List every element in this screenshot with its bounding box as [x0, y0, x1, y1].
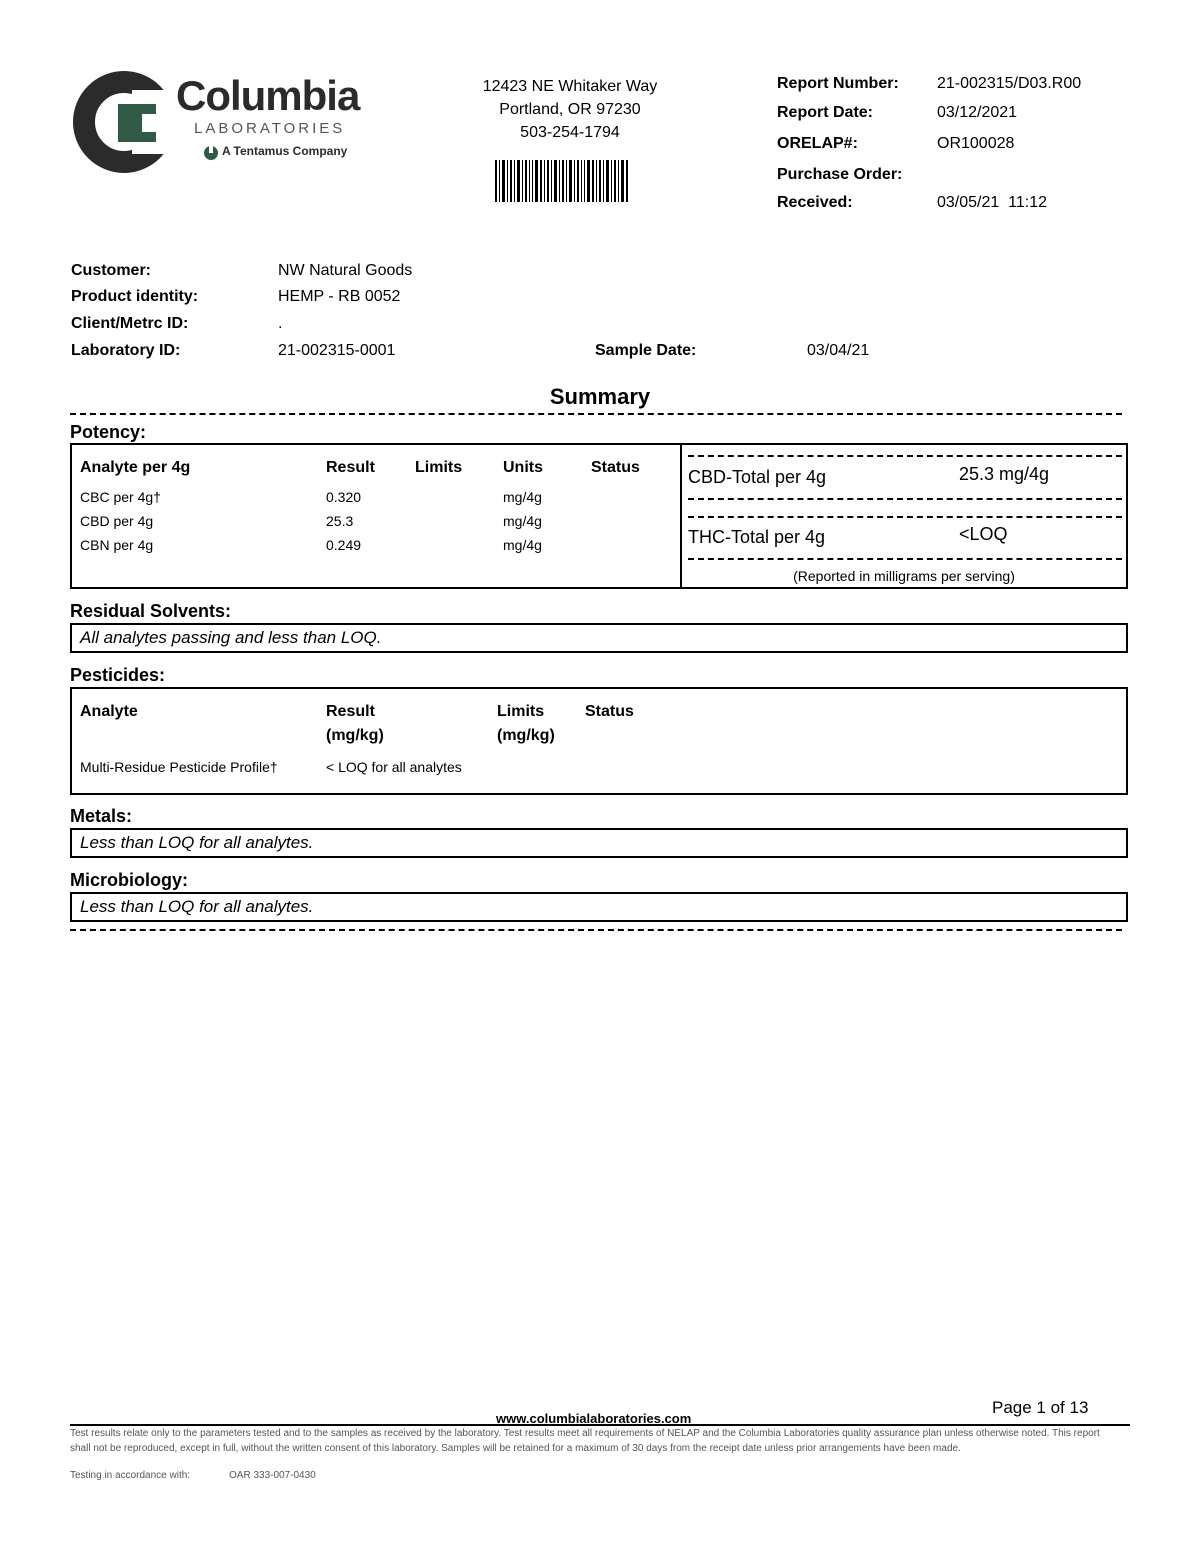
- totals-divider: [688, 498, 1122, 500]
- received-value: 03/05/21 11:12: [937, 194, 1048, 211]
- summary-title: Summary: [549, 384, 651, 409]
- potency-row-units: mg/4g: [503, 513, 542, 529]
- thc-total-value: <LOQ: [959, 524, 1008, 544]
- footer-rule: [70, 1424, 1130, 1426]
- summary-divider: [70, 413, 1122, 415]
- potency-box: [70, 443, 1128, 589]
- address-line2: Portland, OR 97230: [499, 101, 641, 118]
- residual-solvents-title: Residual Solvents:: [70, 601, 232, 621]
- potency-row-units: mg/4g: [503, 537, 542, 553]
- tentamus-icon: [202, 143, 220, 161]
- potency-header-status: Status: [591, 459, 640, 476]
- customer-label: Customer:: [71, 262, 152, 279]
- pesticides-title: Pesticides:: [70, 665, 166, 685]
- potency-row-result: 25.3: [326, 513, 354, 529]
- laboratory-id-label: Laboratory ID:: [71, 342, 181, 359]
- metals-box: [70, 828, 1128, 858]
- microbiology-box: [70, 892, 1128, 922]
- testing-accordance-value: OAR 333-007-0430: [229, 1470, 316, 1481]
- potency-row-result: 0.249: [326, 537, 362, 553]
- laboratory-id-value: 21-002315-0001: [278, 342, 396, 359]
- phone-number: 503-254-1794: [520, 124, 620, 141]
- potency-header-units: Units: [503, 459, 543, 476]
- potency-header-analyte: Analyte per 4g: [80, 459, 191, 476]
- page-number: Page 1 of 13: [992, 1398, 1089, 1417]
- potency-row-result: 0.320: [326, 489, 362, 505]
- potency-row-units: mg/4g: [503, 489, 542, 505]
- cbd-total-value: 25.3 mg/4g: [959, 464, 1050, 484]
- pesticides-row-analyte: Multi-Residue Pesticide Profile†: [80, 759, 278, 775]
- report-number-value: 21-002315/D03.R00: [937, 75, 1082, 92]
- totals-divider: [688, 558, 1122, 560]
- potency-title: Potency:: [70, 422, 147, 442]
- company-logo: [72, 70, 382, 175]
- potency-header-limits: Limits: [415, 459, 463, 476]
- barcode-icon: [495, 160, 629, 202]
- potency-header-result: Result: [326, 459, 375, 476]
- metals-note: Less than LOQ for all analytes.: [80, 833, 314, 852]
- sample-date-label: Sample Date:: [595, 342, 697, 359]
- potency-row-analyte: CBC per 4g†: [80, 489, 161, 505]
- report-date-value: 03/12/2021: [937, 104, 1018, 121]
- client-id-label: Client/Metrc ID:: [71, 315, 189, 332]
- orelap-value: OR100028: [937, 135, 1015, 152]
- pesticides-header-analyte: Analyte: [80, 703, 138, 720]
- customer-value: NW Natural Goods: [278, 262, 413, 279]
- potency-panel-divider: [680, 445, 682, 587]
- client-id-value: .: [278, 315, 283, 332]
- logo-c-icon: [72, 70, 177, 175]
- metals-title: Metals:: [70, 806, 133, 826]
- serving-note: (Reported in milligrams per serving): [793, 568, 1015, 584]
- thc-total-label: THC-Total per 4g: [688, 527, 826, 547]
- logo-tagline: A Tentamus Company: [222, 144, 348, 158]
- residual-solvents-box: [70, 623, 1128, 653]
- sample-date-value: 03/04/21: [807, 342, 870, 359]
- microbiology-note: Less than LOQ for all analytes.: [80, 897, 314, 916]
- potency-row-analyte: CBN per 4g: [80, 537, 154, 553]
- logo-title: Columbia: [176, 72, 360, 119]
- totals-divider: [688, 516, 1122, 518]
- logo-subtitle: LABORATORIES: [194, 120, 346, 137]
- microbiology-title: Microbiology:: [70, 870, 188, 890]
- product-identity-label: Product identity:: [71, 288, 199, 305]
- received-label: Received:: [777, 194, 853, 211]
- testing-accordance-label: Testing in accordance with:: [70, 1470, 191, 1481]
- report-number-label: Report Number:: [777, 75, 899, 92]
- cbd-total-label: CBD-Total per 4g: [688, 467, 827, 487]
- disclaimer-text: Test results relate only to the parameters tested and to the samples as received by the laboratory. Test results meet all requirements of NELAP and the Columbia Laboratories quality assurance plan unless otherwise noted. This report shall not be reproduced, except in full, without the written consent of this laboratory. Samples will be retained for a maximum of 30 days from the receipt date unless prior arrangements have been made.: [70, 1428, 1100, 1454]
- totals-divider: [688, 455, 1122, 457]
- report-date-label: Report Date:: [777, 104, 874, 121]
- pesticides-box: [70, 687, 1128, 795]
- pesticides-row-result: < LOQ for all analytes: [326, 759, 462, 775]
- potency-row-analyte: CBD per 4g: [80, 513, 154, 529]
- product-identity-value: HEMP - RB 0052: [278, 288, 401, 305]
- website-link[interactable]: www.columbialaboratories.com: [496, 1411, 692, 1426]
- address-line1: 12423 NE Whitaker Way: [482, 78, 658, 95]
- residual-solvents-note: All analytes passing and less than LOQ.: [80, 628, 382, 647]
- orelap-label: ORELAP#:: [777, 135, 858, 152]
- purchase-order-label: Purchase Order:: [777, 166, 903, 183]
- section-end-divider: [70, 929, 1122, 931]
- pesticides-header-result-unit: (mg/kg): [326, 727, 384, 744]
- pesticides-header-status: Status: [585, 703, 634, 720]
- pesticides-header-limits-unit: (mg/kg): [497, 727, 555, 744]
- lab-address: [440, 75, 700, 144]
- pesticides-header-result: Result: [326, 703, 375, 720]
- pesticides-header-limits: Limits: [497, 703, 545, 720]
